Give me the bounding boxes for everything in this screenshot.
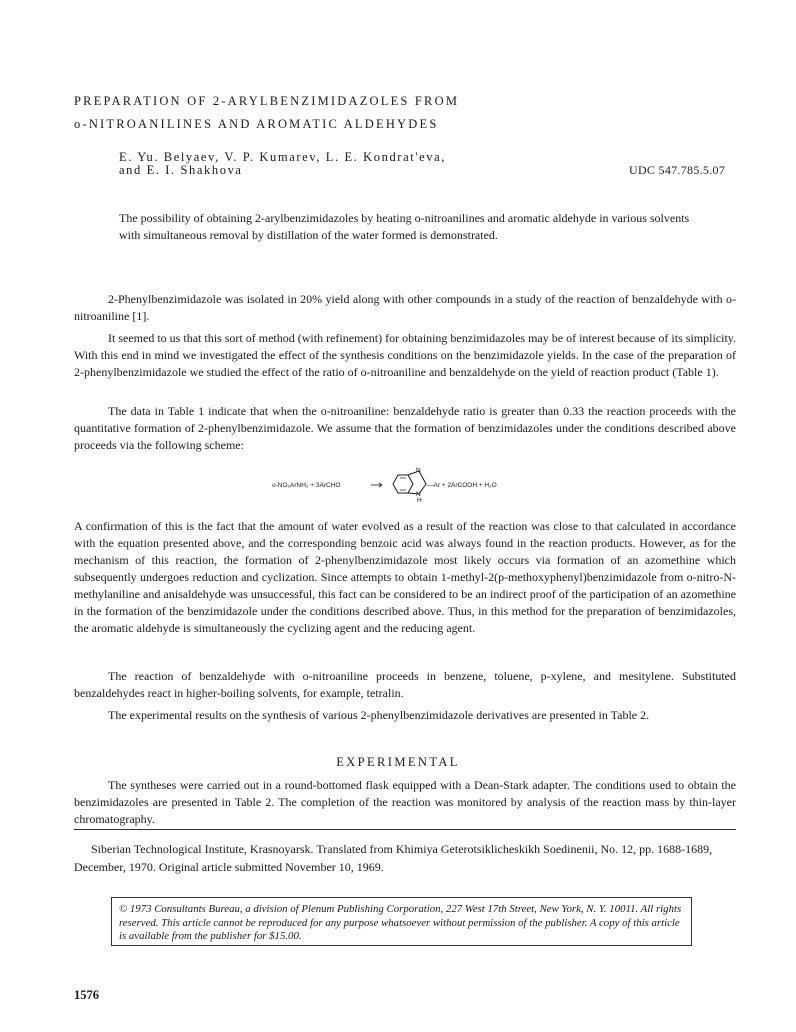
abstract: The possibility of obtaining 2-arylbenzimidazoles by heating o-nitroanilines and aromatic aldehyde in various solvents with simultaneous removal by distillation of the water formed is demonstrated. [119, 211, 690, 242]
authors-line-2: and E. I. Shakhova [119, 163, 243, 177]
paragraph-2 [74, 330, 736, 381]
scheme-reactants: o-NO₂ArNH₂ + 3ArCHO [272, 482, 341, 489]
paragraph-text: It seemed to us that this sort of method (with refinement) for obtaining benzimidazoles may be of interest because of its simplicity. With this end in mind we investigated the effect of the synthesis conditions on the benzimidazole yields. In the case of the preparation of 2-phenylbenzimidazole we studied the effect of the ratio of o-nitroaniline and benzaldehyde on the yield of reaction product (Table 1). [74, 331, 736, 379]
paragraph-1 [74, 291, 736, 325]
atom-n-top: N [416, 467, 421, 474]
paragraph-text: The syntheses were carried out in a round-bottomed flask equipped with a Dean-Stark adapter. The conditions used to obtain the benzimidazoles are presented in Table 2. The completion of the reaction was monitored by analysis of the reaction mass by thin-layer chromatography. [74, 778, 736, 826]
atom-n-bottom: N [416, 491, 421, 498]
authors-line-1: E. Yu. Belyaev, V. P. Kumarev, L. E. Kondrat'eva, [119, 150, 447, 164]
page-number: 1576 [74, 988, 99, 1002]
footnote-divider [74, 829, 736, 830]
article-title-line-2: o-NITROANILINES AND AROMATIC ALDEHYDES [74, 117, 439, 131]
reaction-scheme [270, 463, 540, 503]
udc-code: UDC 547.785.5.07 [629, 163, 726, 177]
paragraph-4: A confirmation of this is the fact that the amount of water evolved as a result of the reaction was close to that calculated in accordance with the equation presented above, and the corresponding benzoic acid was always found in the reaction products. However, as for the mechanism of this reaction, the formation of 2-phenylbenzimidazole most likely occurs via formation of an azomethine which subsequently undergoes reduction and cyclization. Since attempts to obtain 1-methyl-2(p-methoxyphenyl)benzimidazole from o-nitro-N-methylaniline and anisaldehyde was unsuccessful, this fact can be considered to be an indirect proof of the participation of an azomethine in the formation of the benzimidazole under the conditions described above. Thus, in this method for the preparation of benzimidazoles, the aromatic aldehyde is simultaneously the cyclizing agent and the reducing agent. [74, 519, 736, 635]
footnote-text: Siberian Technological Institute, Krasnoyarsk. Translated from Khimiya Geterotsiklicheskikh Soedinenii, No. 12, pp. 1688-1689, December, 1970. Original article submitted November 10, 1969. [74, 842, 713, 874]
copyright-notice: © 1973 Consultants Bureau, a division of Plenum Publishing Corporation, 227 West 17th Street, New York, N. Y. 10011. All rights reserved. This article cannot be reproduced for any purpose whatsoever without permission of the publisher. A copy of this article is available from the publisher for $15.00. [119, 903, 682, 942]
paragraph-text: The experimental results on the synthesis of various 2-phenylbenzimidazole derivatives are presented in Table 2. [108, 708, 650, 722]
experimental-heading: EXPERIMENTAL [336, 755, 460, 769]
paragraph-7 [74, 777, 736, 828]
atom-h: H [417, 497, 422, 503]
paragraph-5 [74, 668, 736, 702]
footnote [74, 840, 736, 876]
scheme-products: —Ar + 2ArCOOH + H₂O [427, 482, 497, 489]
paragraph-3 [74, 403, 736, 454]
paragraph-text: The data in Table 1 indicate that when the o-nitroaniline: benzaldehyde ratio is greater than 0.33 the reaction proceeds with the quantitative formation of 2-phenylbenzimidazole. We assume that the formation of benzimidazoles under the conditions described above proceeds via the following scheme: [74, 404, 736, 452]
paragraph-text: The reaction of benzaldehyde with o-nitroaniline proceeds in benzene, toluene, p-xylene, and mesitylene. Substituted benzaldehydes react in higher-boiling solvents, for example, tetralin. [74, 669, 736, 700]
paragraph-text: 2-Phenylbenzimidazole was isolated in 20% yield along with other compounds in a study of the reaction of benzaldehyde with o-nitroaniline [1]. [74, 292, 736, 323]
article-title-line-1: PREPARATION OF 2-ARYLBENZIMIDAZOLES FROM [74, 94, 460, 108]
paragraph-6 [74, 707, 736, 724]
